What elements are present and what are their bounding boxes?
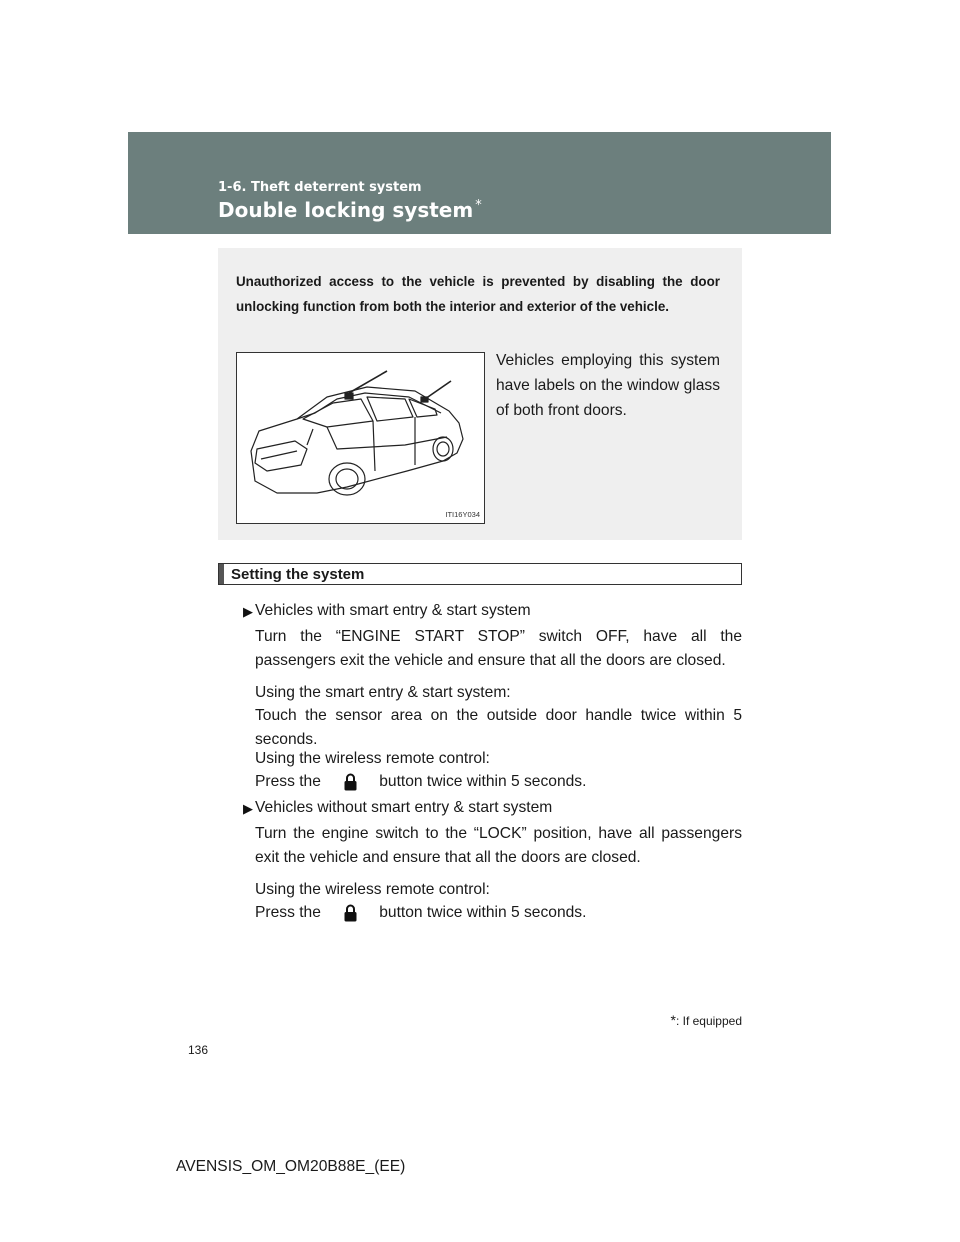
bullet-arrow-icon: ▶	[243, 604, 253, 619]
smart-system-title: Using the smart entry & start system:	[255, 684, 511, 701]
press-suffix-2: button twice within 5 seconds.	[379, 904, 587, 921]
section-label: 1-6. Theft deterrent system	[218, 180, 422, 195]
with-smart-instruction: Turn the “ENGINE START STOP” switch OFF, have all the passengers exit the vehicle and ensure that all the doors are closed.	[255, 628, 742, 669]
footnote-text: : If equipped	[675, 1014, 742, 1028]
intro-text: Unauthorized access to the vehicle is prevented by disabling the door unlocking function from both the interior and exterior of the vehicle.	[236, 274, 720, 314]
without-smart-instruction: Turn the engine switch to the “LOCK” position, have all passengers exit the vehicle and ensure that all the doors are closed.	[255, 825, 742, 866]
setting-system-title: Setting the system	[231, 566, 365, 583]
lock-icon	[344, 773, 357, 791]
lock-icon	[344, 904, 357, 922]
smart-system-text: Touch the sensor area on the outside door handle twice within 5 seconds.	[255, 707, 742, 748]
press-line-2	[255, 901, 742, 925]
header-accent-bar	[219, 564, 224, 584]
remote-title-1: Using the wireless remote control:	[255, 750, 490, 767]
press-prefix-1: Press the	[255, 773, 321, 790]
setting-system-header	[218, 563, 742, 585]
car-illustration	[236, 352, 485, 524]
footnote-marker: *	[670, 1012, 676, 1028]
press-prefix-2: Press the	[255, 904, 321, 921]
press-suffix-1: button twice within 5 seconds.	[379, 773, 587, 790]
illustration-code: ITI16Y034	[445, 510, 480, 519]
car-drawing	[237, 353, 484, 523]
document-id: AVENSIS_OM_OM20B88E_(EE)	[176, 1158, 406, 1175]
remote-title-2: Using the wireless remote control:	[255, 881, 490, 898]
page-title	[218, 198, 482, 222]
without-smart-label: Vehicles without smart entry & start system	[255, 799, 553, 816]
footnote	[670, 1012, 742, 1028]
if-equipped-marker: *	[475, 198, 482, 214]
page-title-text: Double locking system	[218, 198, 474, 222]
with-smart-label: Vehicles with smart entry & start system	[255, 602, 531, 619]
press-line-1	[255, 770, 742, 794]
window-label-note: Vehicles employing this system have labels on the window glass of both front doors.	[496, 352, 720, 419]
bullet-arrow-icon: ▶	[243, 801, 253, 816]
page-number: 136	[188, 1043, 209, 1057]
